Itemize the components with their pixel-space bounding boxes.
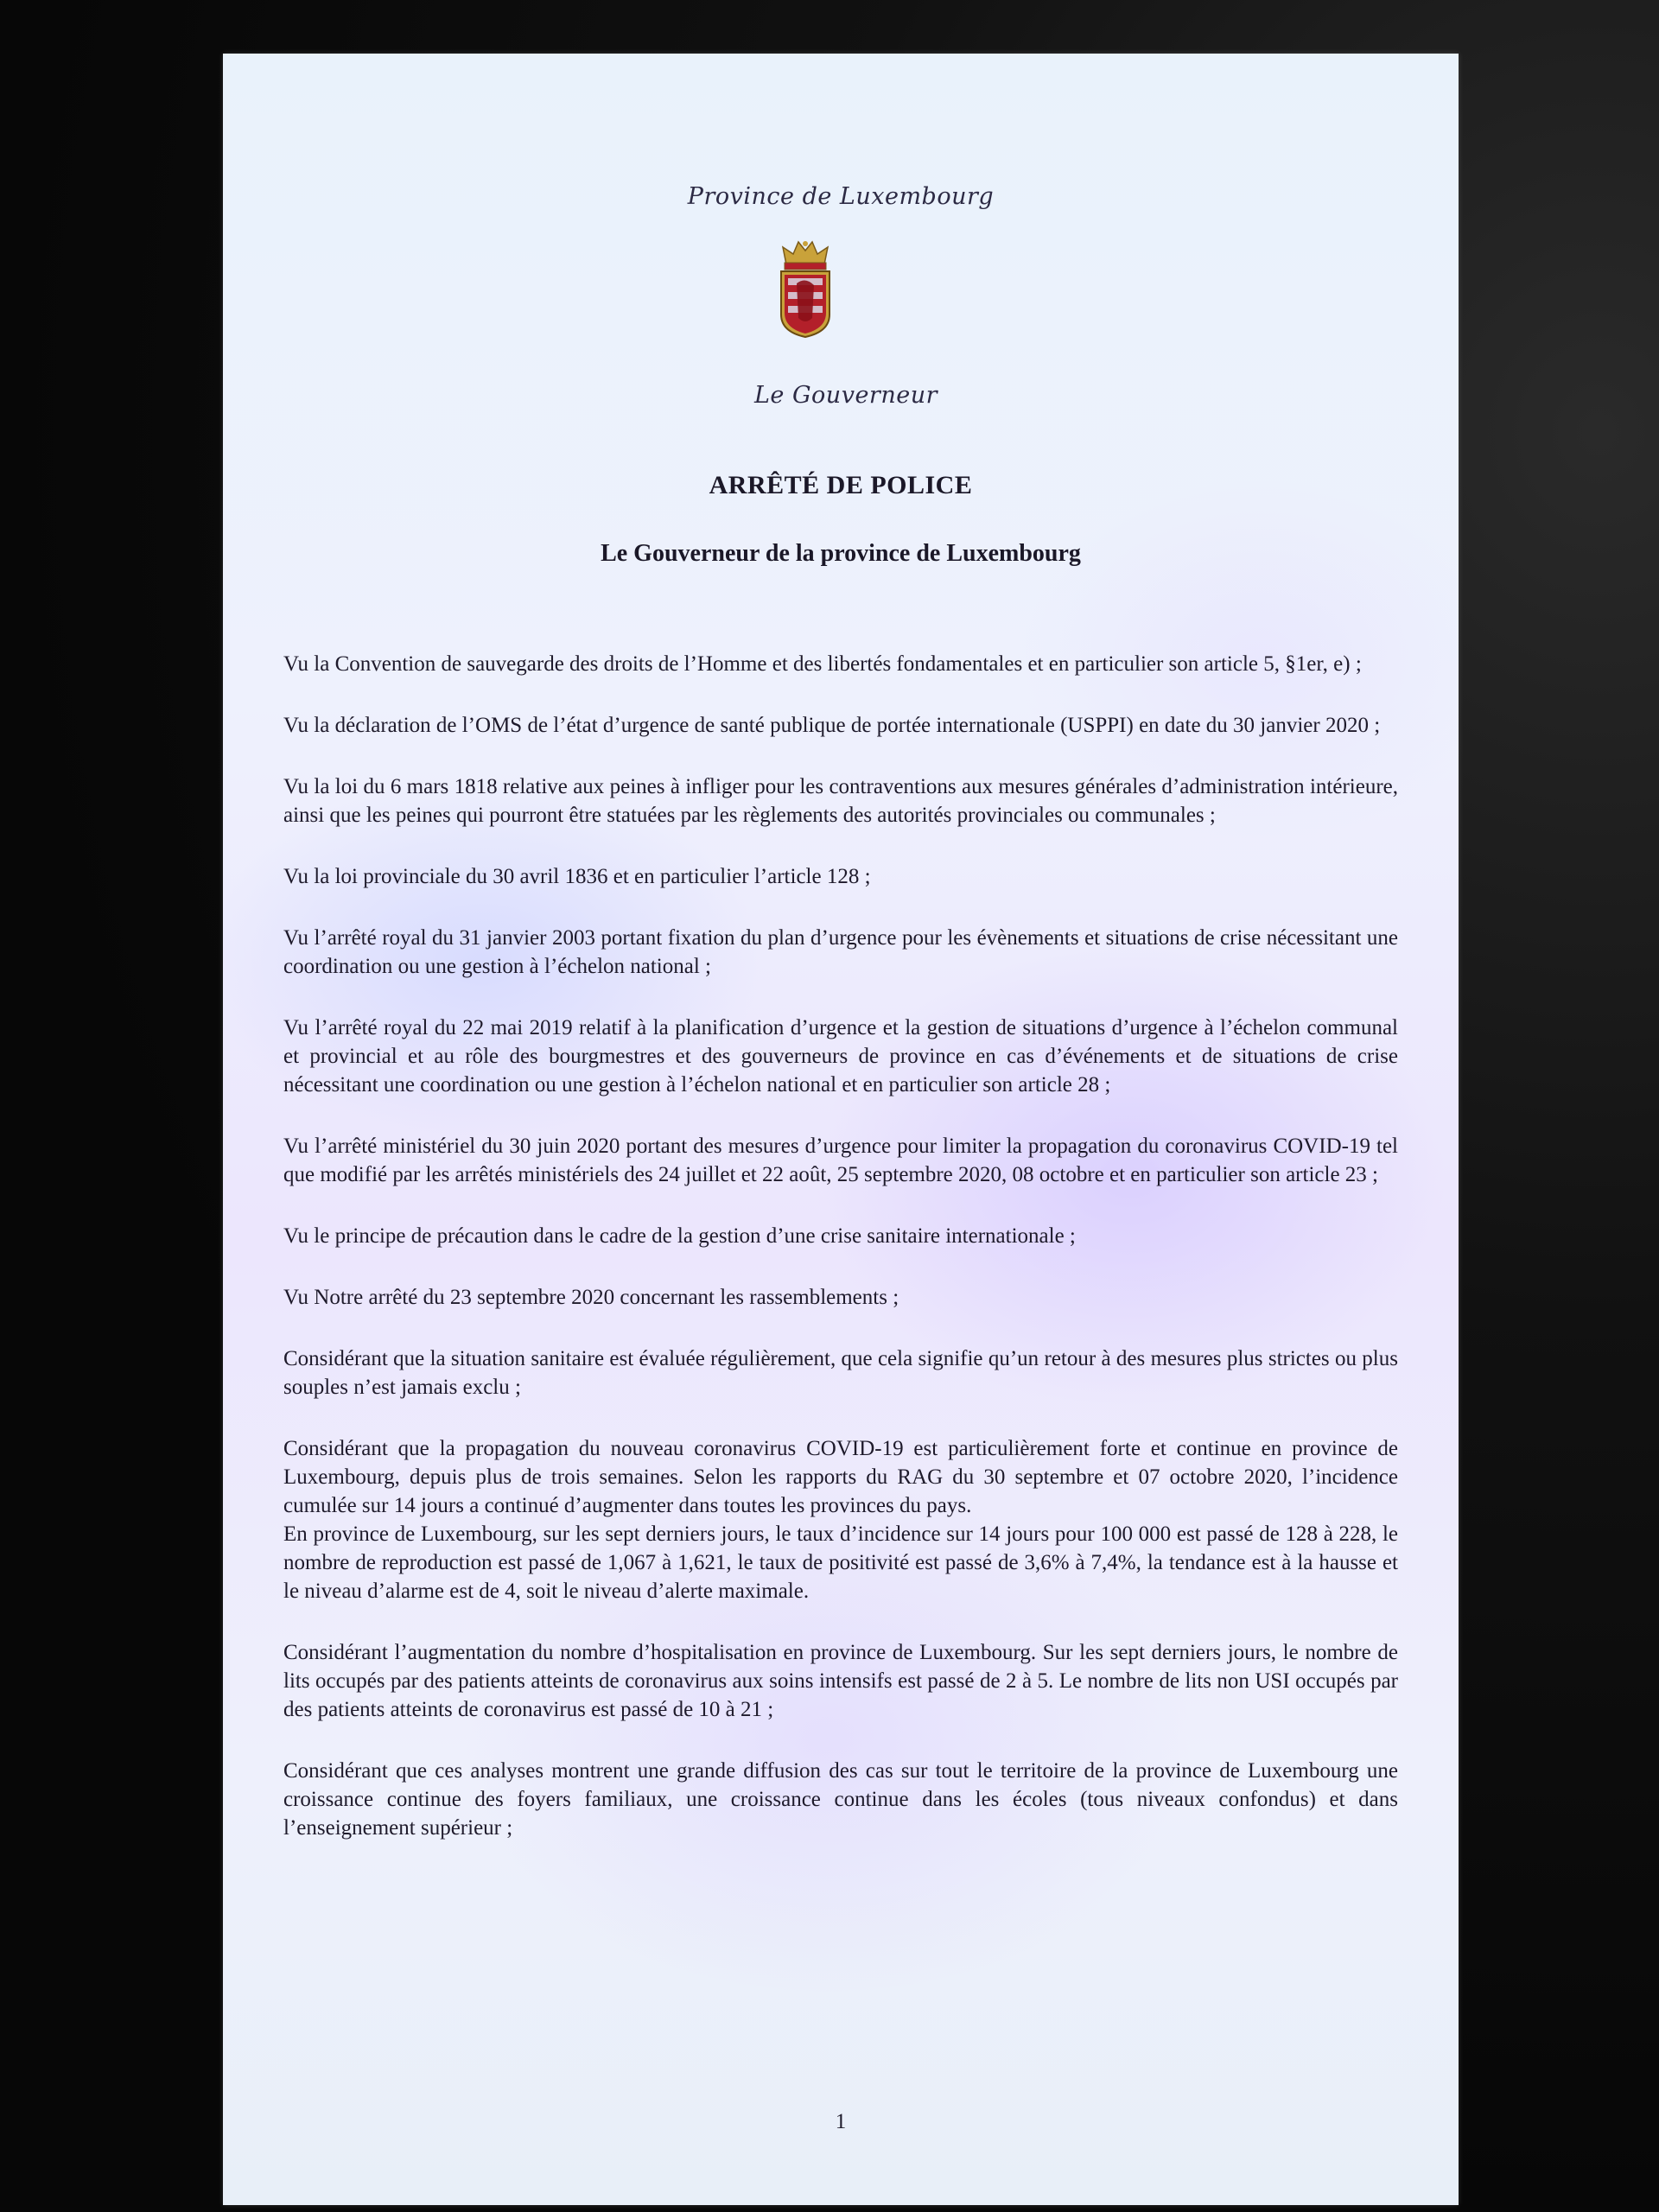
paragraph-text: Vu Notre arrêté du 23 septembre 2020 concernant les rassemblements ; [283,1286,899,1309]
paragraph-text: Vu la loi du 6 mars 1818 relative aux peines à infliger pour les contraventions aux mesures générales d’administration intérieure, ainsi que les peines qui pourront être statuées par les règlements des autorités provinciales ou communales ; [283,775,1398,827]
paragraph-text: Vu la Convention de sauvegarde des droits de l’Homme et des libertés fondamentales et en particulier son article 5, §1er, e) ; [283,652,1362,676]
paragraph-text: Considérant que la situation sanitaire est évaluée régulièrement, que cela signifie qu’un retour à des mesures plus strictes ou plus souples n’est jamais exclu ; [283,1347,1398,1399]
document-title: ARRÊTÉ DE POLICE [709,471,973,499]
paragraph-8 [283,1222,1398,1250]
paragraph-13 [283,1757,1398,1842]
paragraph-1 [283,650,1398,678]
paragraph-text: Vu l’arrêté royal du 31 janvier 2003 portant fixation du plan d’urgence pour les évènements et situations de crise nécessitant une coordination ou une gestion à l’échelon national ; [283,926,1398,978]
paragraph-5 [283,924,1398,981]
paragraph-3 [283,772,1398,830]
header-province: Province de Luxembourg [687,183,995,210]
paragraph-4 [283,862,1398,891]
paragraph-text: Vu le principe de précaution dans le cadre de la gestion d’une crise sanitaire internationale ; [283,1224,1076,1248]
paragraph-text: Vu l’arrêté royal du 22 mai 2019 relatif à la planification d’urgence et la gestion de situations d’urgence à l’échelon communal et provincial et au rôle des bourgmestres et des gouverneurs de province en cas d’événements et de situations de crise nécessitant une coordination ou une gestion à l’échelon national et en particulier son article 28 ; [283,1016,1398,1096]
paragraph-7 [283,1132,1398,1189]
paragraph-text: Vu la déclaration de l’OMS de l’état d’urgence de santé publique de portée internationale (USPPI) en date du 30 janvier 2020 ; [283,714,1381,737]
paragraph-12 [283,1638,1398,1724]
paragraph-text: Considérant l’augmentation du nombre d’hospitalisation en province de Luxembourg. Sur les sept derniers jours, le nombre de lits occupés par des patients atteints de coronavirus aux soins intensifs est passé de 2 à 5. Le nombre de lits non USI occupés par des patients atteints de coronavirus est passé de 10 à 21 ; [283,1641,1398,1721]
paragraph-6 [283,1014,1398,1099]
document-subtitle: Le Gouverneur de la province de Luxembourg [601,540,1081,567]
paragraph-9 [283,1283,1398,1312]
header-office: Le Gouverneur [753,382,938,409]
paragraph-text: Vu l’arrêté ministériel du 30 juin 2020 portant des mesures d’urgence pour limiter la propagation du coronavirus COVID-19 tel que modifié par les arrêtés ministériels des 24 juillet et 22 août, 25 septembre 2020, 08 octobre et en particulier son article 23 ; [283,1135,1398,1186]
page-number: 1 [835,2110,847,2133]
paragraph-11 [283,1434,1398,1605]
paragraph-text: En province de Luxembourg, sur les sept derniers jours, le taux d’incidence sur 14 jours pour 100 000 est passé de 128 à 228, le nombre de reproduction est passé de 1,067 à 1,621, le taux de positivité est passé de 3,6% à 7,4%, la tendance est à la hausse et le niveau d’alarme est de 4, soit le niveau d’alerte maximale. [283,1522,1398,1603]
paragraph-text: Considérant que la propagation du nouveau coronavirus COVID-19 est particulièrement forte et continue en province de Luxembourg, depuis plus de trois semaines. Selon les rapports du RAG du 30 septembre et 07 octobre 2020, l’incidence cumulée sur 14 jours a continué d’augmenter dans toutes les provinces du pays. [283,1437,1398,1517]
paragraph-text: Considérant que ces analyses montrent une grande diffusion des cas sur tout le territoire de la province de Luxembourg une croissance continue des foyers familiaux, une croissance continue dans les écoles (tous niveaux confondus) et dans l’enseignement supérieur ; [283,1759,1398,1840]
paragraph-text: Vu la loi provinciale du 30 avril 1836 et en particulier l’article 128 ; [283,865,871,888]
paragraph-2 [283,711,1398,740]
coat-of-arms-icon [774,235,836,339]
document-body [283,650,1398,1875]
document-page [223,54,1459,2205]
paragraph-10 [283,1344,1398,1402]
